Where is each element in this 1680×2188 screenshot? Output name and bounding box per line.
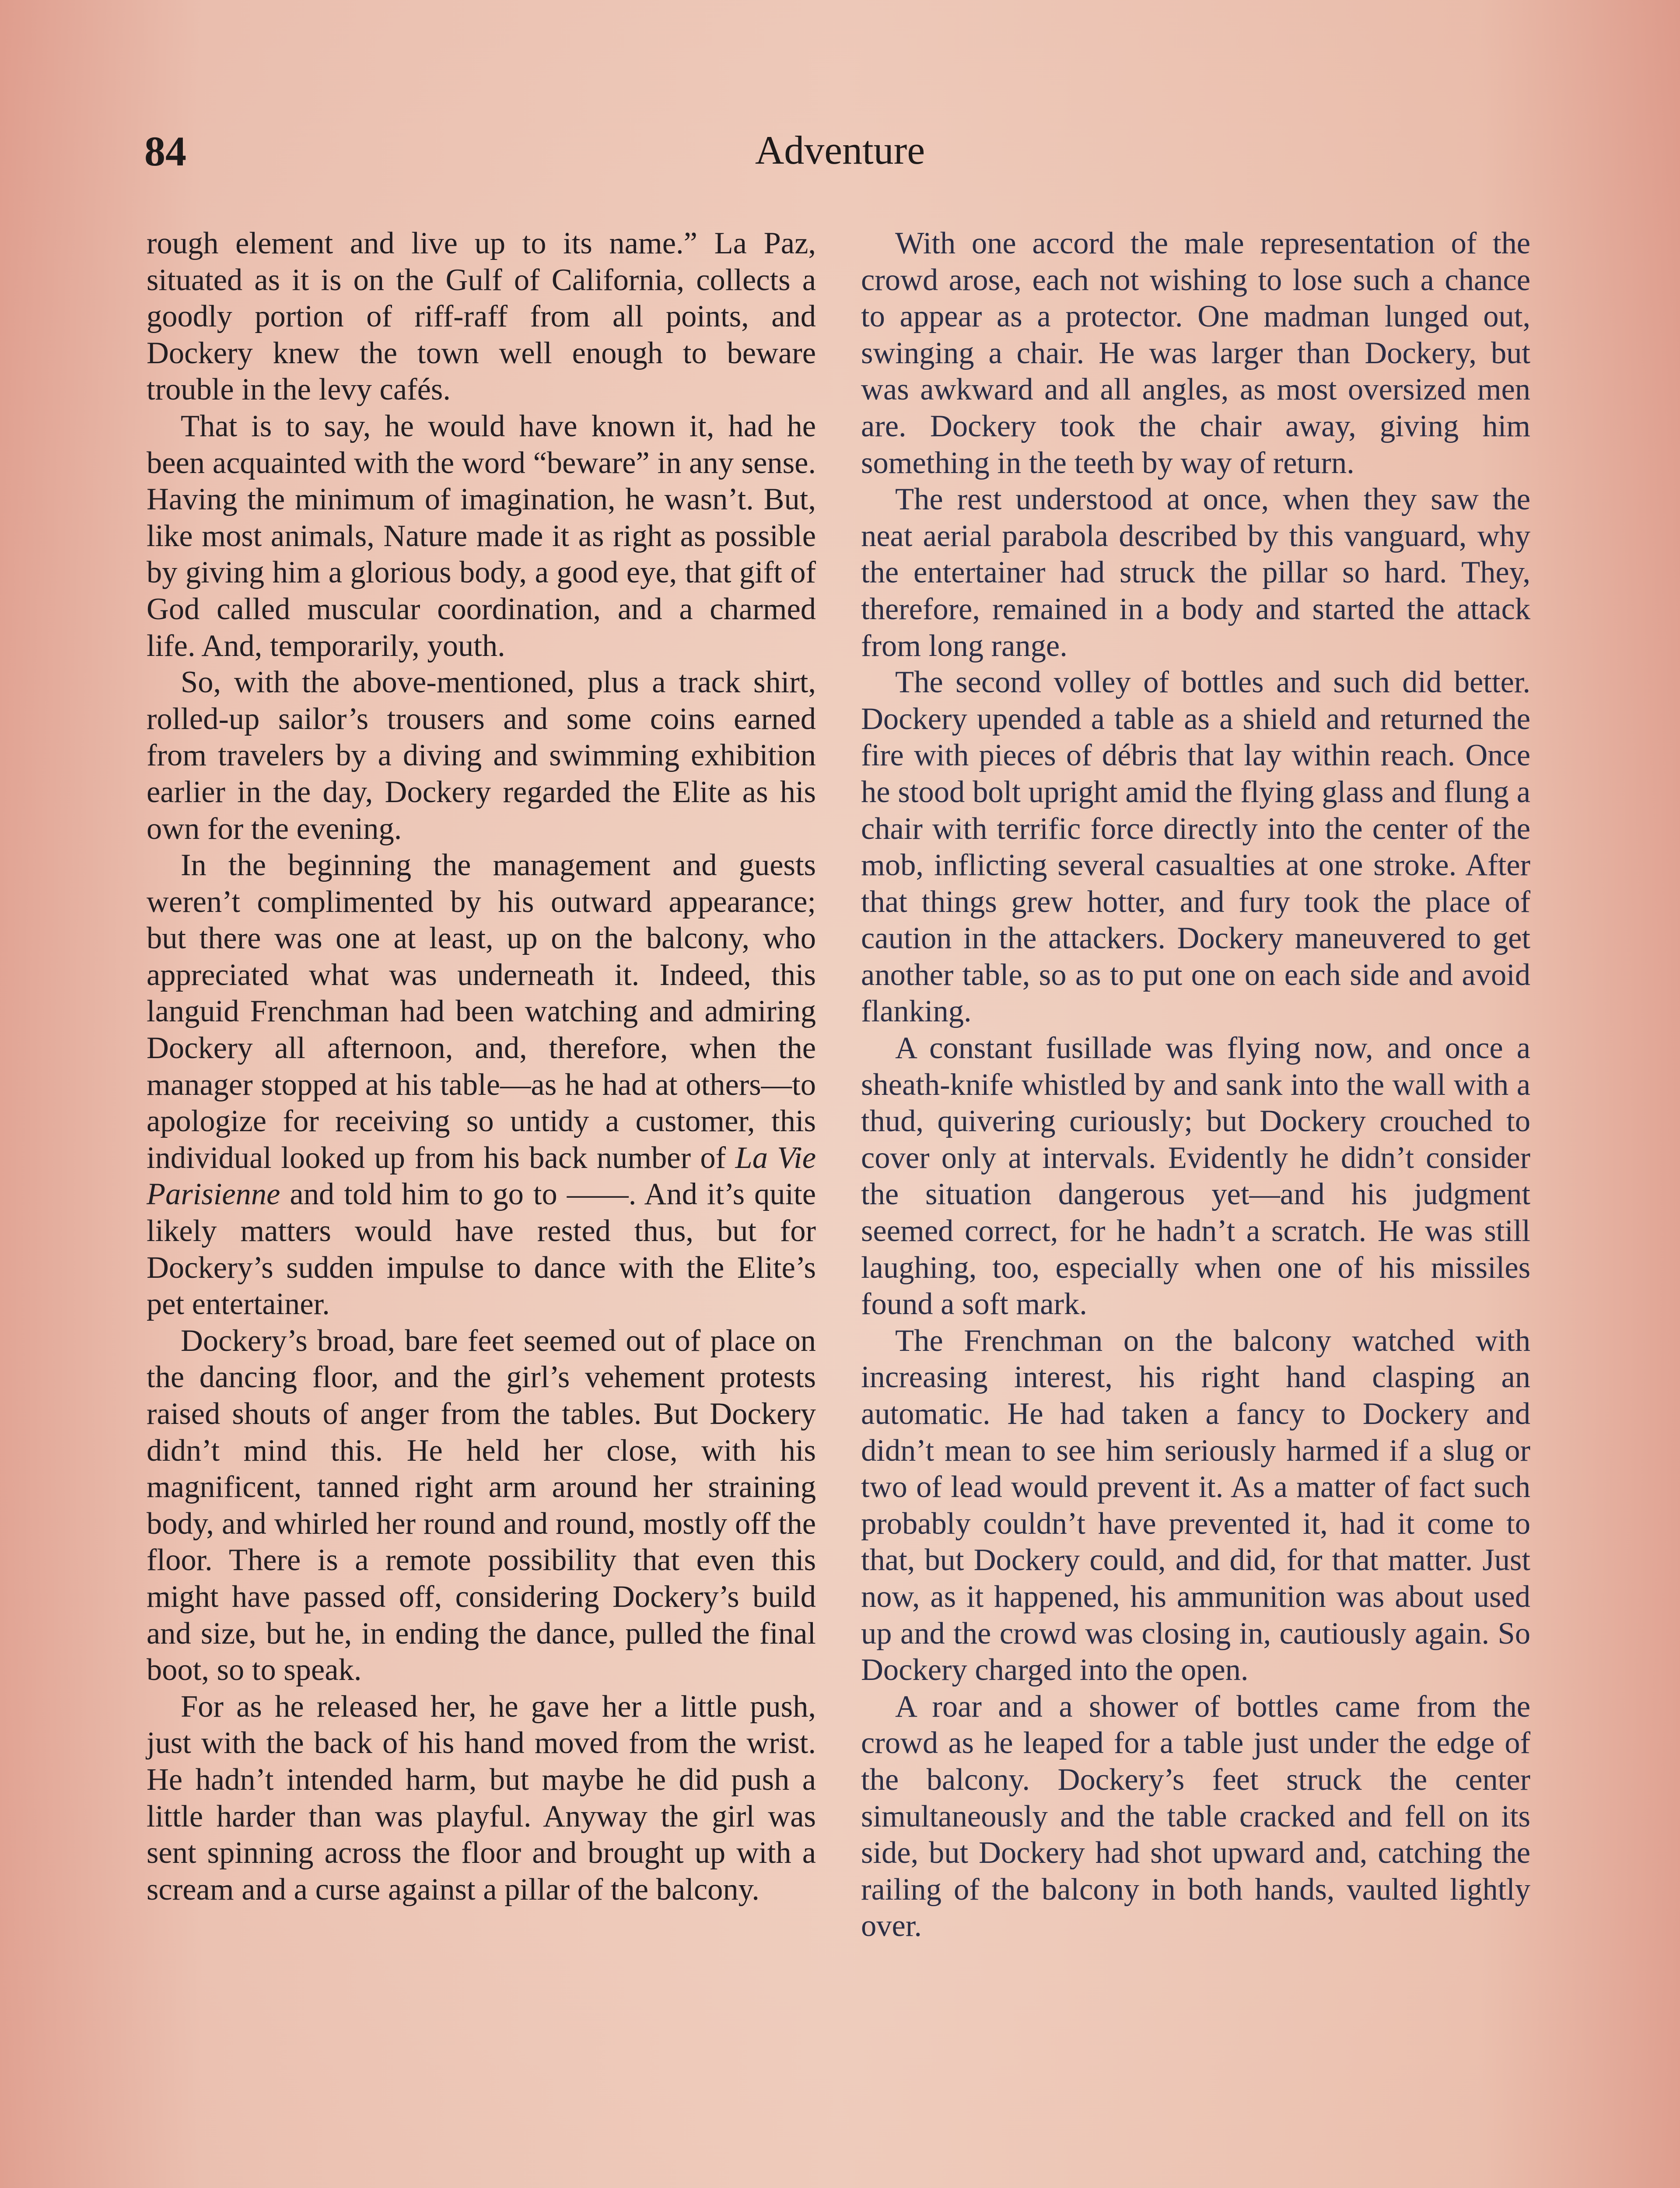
paragraph-text: and told him to go to ——. And it’s quite likely matters would have rested thus, but for Dockery’s sudden impulse to dance with the Elite’s pet entertainer. — [147, 1177, 816, 1322]
paragraph: Dockery’s broad, bare feet seemed out of place on the dancing floor, and the girl’s vehement protests raised shouts of anger from the tables. But Dockery didn’t mind this. He held her close, with his magnificent, tanned right arm around her straining body, and whirled her round and round, mostly off the floor. There is a remote possibility that even this might have passed off, considering Dockery’s build and size, but he, in ending the dance, pulled the final boot, so to speak. — [147, 1323, 816, 1687]
paragraph: So, with the above-mentioned, plus a track shirt, rolled-up sailor’s trousers and some coins earned from travelers by a diving and swimming exhibition earlier in the day, Dockery regarded the Elite as his own for the evening. — [147, 665, 816, 846]
text-column-left — [147, 225, 816, 1908]
paragraph: With one accord the male representation of the crowd arose, each not wishing to lose such a chance to appear as a protector. One madman lunged out, swinging a chair. He was larger than Dockery, but was awkward and all angles, as most oversized men are. Dockery took the chair away, giving him something in the teeth by way of return. — [861, 226, 1530, 480]
publication-title: La Vie Parisienne — [147, 1140, 816, 1212]
paragraph-text: In the beginning the management and guests weren’t complimented by his outward appearance; but there was one at least, up on the balcony, who appreciated what was underneath it. Indeed, this languid Frenchman had been watching and admiring Dockery all afternoon, and, therefore, when the manager stopped at his table—as he had at others—to apologize for receiving so untidy a customer, this individual looked up from his back number of — [147, 848, 816, 1175]
paragraph: The Frenchman on the balcony watched with increasing interest, his right hand clasping an automatic. He had taken a fancy to Dockery and didn’t mean to see him seriously harmed if a slug or two of lead would prevent it. As a matter of fact such probably couldn’t have prevented it, had it come to that, but Dockery could, and did, for that matter. Just now, as it happened, his ammunition was about used up and the crowd was closing in, cautiously again. So Dockery charged into the open. — [861, 1323, 1530, 1687]
paragraph: A roar and a shower of bottles came from the crowd as he leaped for a table just under the edge of the balcony. Dockery’s feet struck the center simultaneously and the table cracked and fell on its side, but Dockery had shot upward and, catching the railing of the balcony in both hands, vaulted lightly over. — [861, 1689, 1530, 1943]
paragraph: That is to say, he would have known it, had he been acquainted with the word “beware” in any sense. Having the minimum of imagination, he wasn’t. But, like most animals, Nature made it as right as possible by giving him a glorious body, a good eye, that gift of God called muscular coordination, and a charmed life. And, temporarily, youth. — [147, 409, 816, 663]
paragraph: rough element and live up to its name.” La Paz, situated as it is on the Gulf of California, collects a goodly portion of riff-raff from all points, and Dockery knew the town well enough to beware trouble in the levy cafés. — [147, 226, 816, 407]
paragraph: For as he released her, he gave her a little push, just with the back of his hand moved from the wrist. He hadn’t intended harm, but maybe he did push a little harder than was playful. Anyway the girl was sent spinning across the floor and brought up with a scream and a curse against a pillar of the balcony. — [147, 1689, 816, 1907]
page-header — [144, 127, 1536, 188]
paragraph: A constant fusillade was flying now, and once a sheath-knife whistled by and sank into the wall with a thud, quivering curiously; but Dockery crouched to cover only at intervals. Evidently he didn’t consider the situation dangerous yet—and his judgment seemed correct, for he hadn’t a scratch. He was still laughing, too, especially when one of his missiles found a soft mark. — [861, 1031, 1530, 1322]
page-number: 84 — [144, 128, 186, 175]
text-column-right — [861, 225, 1530, 1945]
paragraph: The second volley of bottles and such did better. Dockery upended a table as a shield and returned the fire with pieces of débris that lay within reach. Once he stood bolt upright amid the flying glass and flung a chair with terrific force directly into the center of the mob, inflicting several casualties at one stroke. After that things grew hotter, and fury took the place of caution in the attackers. Dockery maneuvered to get another table, so as to put one on each side and avoid flanking. — [861, 665, 1530, 1029]
running-title: Adventure — [755, 128, 925, 172]
paragraph — [147, 847, 816, 1323]
paragraph: The rest understood at once, when they saw the neat aerial parabola described by this vanguard, why the entertainer had struck the pillar so hard. They, therefore, remained in a body and started the attack from long range. — [861, 482, 1530, 663]
